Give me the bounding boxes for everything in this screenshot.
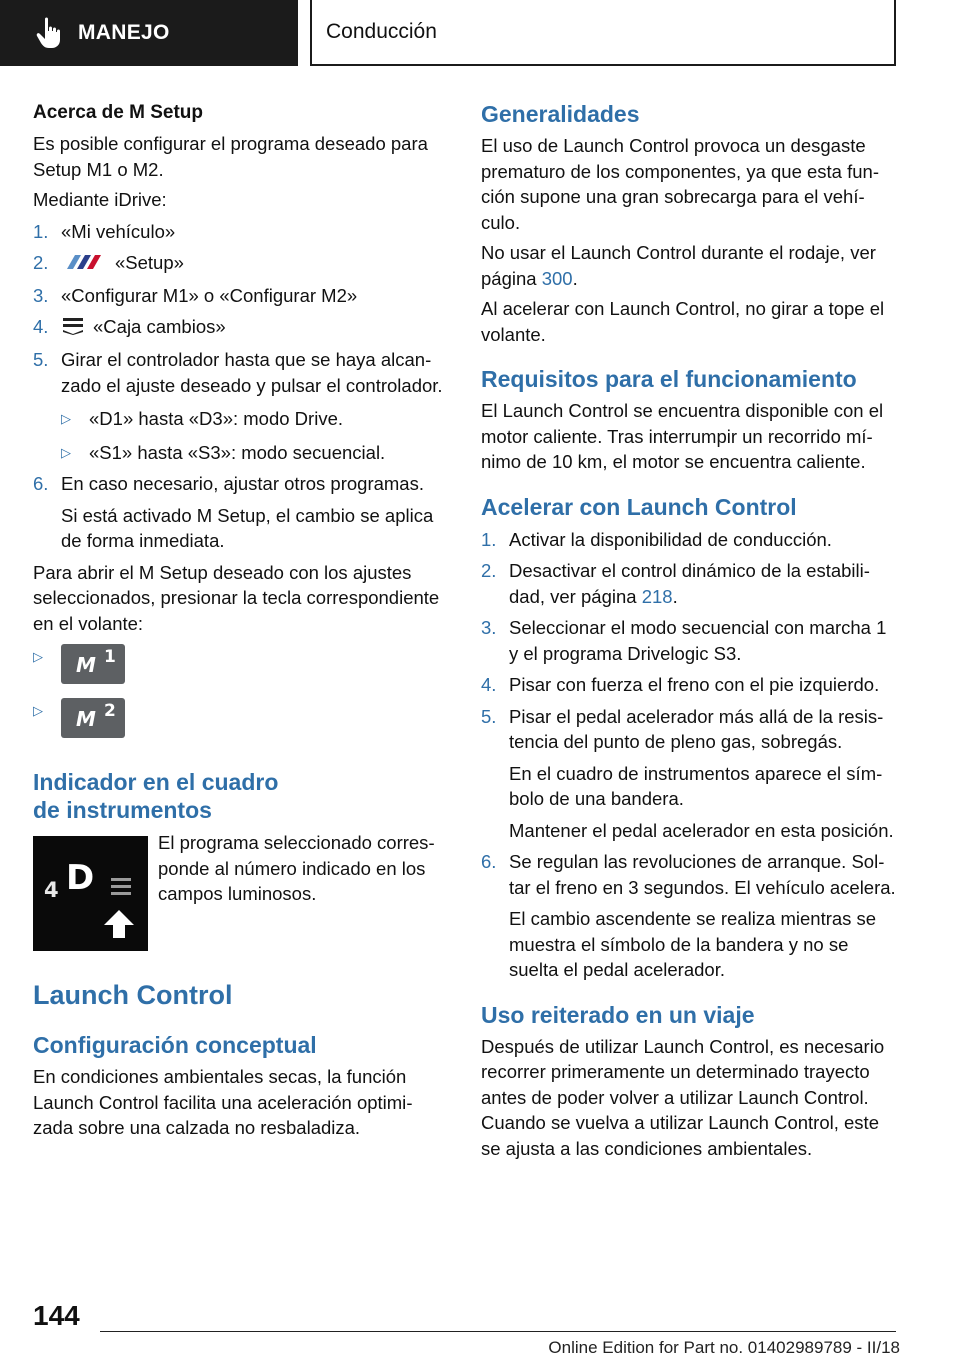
idrive-steps [33,219,445,554]
requirements-text: El Launch Control se encuentra disponible con el motor caliente. Tras interrumpir un recorrido mínimo de 10 km, el motor se encuentra caliente. [481,400,884,472]
page-link-218[interactable]: 218 [641,585,673,607]
concept-heading: Configuración conceptual [33,1032,317,1059]
step-number: 1. [481,528,497,550]
reuse-text: Después de utilizar Launch Control, es necesario recorrer primeramente un determinado trayecto antes de poder volver a utilizar Launch Control. Cuando se vuelva a utilizar Launch Control, este se ajusta a las condiciones ambientales. [481,1035,885,1159]
list-item [33,314,445,341]
cluster-mode-letter: D [66,858,95,899]
step-number: 2. [481,560,497,581]
step-text: Pisar el pedal acelerador más allá de la resistencia del punto de pleno gas, sobregás. [509,705,884,752]
page-header [0,0,960,66]
edition-note: Online Edition for Part no. 01402989789 - II/18 [548,1338,900,1357]
sub-bullet-text: «S1» hasta «S3»: modo secuencial. [89,441,386,463]
list-item [481,704,897,844]
triangle-bullet-icon: ▷ [61,411,71,427]
accelerate-heading: Acelerar con Launch Control [481,493,797,520]
right-column [481,100,897,1161]
step-text [61,471,445,554]
program-bars-icon [111,876,133,905]
step-number: 5. [481,705,497,727]
m2-button-icon [61,698,125,738]
about-paragraph: Es posible configurar el programa deseado para Setup M1 o M2. [33,133,428,180]
indicator-heading: Indicador en el cuadro de instrumentos [33,769,279,824]
page-link-300[interactable]: 300 [541,267,573,289]
triangle-bullet-icon: ▷ [33,649,43,665]
period: . [572,267,578,289]
m1-button-icon [61,644,125,684]
general-paragraph-2-text: No usar el Launch Control durante el rodaje, ver página [481,242,876,289]
step-content [509,558,897,609]
list-item [33,250,445,277]
sub-bullet [61,440,445,466]
step-text-body: Girar el controlador hasta que se haya alcanzado el ajuste deseado y pulsar el controlador. [61,349,443,396]
step-text: «Setup» [115,252,184,273]
step-number: 1. [33,220,49,242]
step-note: Si está activado M Setup, el cambio se aplica de forma inmediata. [61,504,434,552]
step-text: Desactivar el control dinámico de la estabilidad, ver página [509,560,870,607]
about-m-setup-heading: Acerca de M Setup [33,102,203,123]
triangle-bullet-icon: ▷ [61,444,71,460]
period: . [672,585,678,607]
gearbox-icon [61,316,85,342]
step-content [61,250,445,277]
general-paragraph-3: Al acelerar con Launch Control, no girar a tope el volante. [481,298,885,345]
step-note: El cambio ascendente se realiza mientras se muestra el símbolo de la bandera y no se suelta el pedal acelerador. [509,908,877,980]
list-item [481,672,897,698]
launch-control-heading: Launch Control [33,980,233,1011]
left-column [33,100,445,1141]
list-item [33,471,445,554]
general-heading: Generalidades [481,101,640,127]
step-number: 3. [33,284,49,306]
step-text: Activar la disponibilidad de conducción. [509,528,832,550]
step-text: Se regulan las revoluciones de arranque. Soltar el freno en 3 segundos. El vehículo acelera. [509,851,896,898]
m2-button-item [33,698,445,738]
instrument-cluster-image [33,836,148,951]
hand-pointer-icon [30,13,70,53]
step-number: 6. [481,851,497,872]
triangle-bullet-icon: ▷ [33,703,43,719]
step-text: Pisar con fuerza el freno con el pie izquierdo. [509,674,880,695]
reuse-heading: Uso reiterado en un viaje [481,1001,755,1028]
m2-letter: M [76,707,96,732]
list-item [33,283,445,309]
list-item [33,347,445,465]
step-text [61,347,445,465]
general-paragraph-1: El uso de Launch Control provoca un desgaste prematuro de los componentes, ya que esta función supone una gran sobrecarga para el vehículo. [481,135,879,233]
step-number: 5. [33,349,49,371]
concept-text: En condiciones ambientales secas, la función Launch Control facilita una aceleración optimizada sobre una calzada no resbaladiza. [33,1066,413,1139]
step-text: «Configurar M1» o «Configurar M2» [61,284,358,306]
chapter-tab [0,0,298,66]
step-text-body: En caso necesario, ajustar otros programas. [61,473,424,495]
sub-bullet-text: «D1» hasta «D3»: modo Drive. [89,408,343,430]
step-note: Mantener el pedal acelerador en esta posición. [509,819,894,841]
general-paragraph-2 [481,240,897,291]
indicator-block [33,830,445,951]
cluster-gear-number: 4 [44,878,59,903]
step-number: 3. [481,617,497,638]
step-text: «Caja cambios» [93,316,226,338]
footer-divider [100,1331,896,1332]
step-number: 4. [481,674,497,695]
chapter-title: MANEJO [78,21,170,44]
step-text: Seleccionar el modo secuencial con marcha 1 y el programa Drivelogic S3. [509,617,887,664]
step-number: 4. [33,316,49,338]
list-item [481,615,897,666]
step-content [509,704,897,844]
list-item [481,527,897,553]
step-content [61,314,445,341]
m1-number: 1 [104,647,116,668]
list-item [481,849,897,983]
m2-number: 2 [104,701,116,722]
upshift-arrow-icon [103,908,135,947]
m1-button-item [33,644,445,684]
accelerate-steps [481,527,897,983]
m1-letter: M [76,653,96,678]
section-tab [310,0,896,66]
section-title: Conducción [326,20,437,43]
indicator-text: El programa seleccionado corresponde al número indicado en los campos luminosos. [158,832,435,905]
open-setup-paragraph: Para abrir el M Setup deseado con los ajustes seleccionados, presionar la tecla correspondiente en el volante: [33,561,440,634]
step-note: En el cuadro de instrumentos aparece el símbolo de una bandera. [509,762,883,809]
requirements-heading: Requisitos para el funcionamiento [481,366,857,392]
list-item [33,219,445,245]
idrive-intro: Mediante iDrive: [33,189,167,210]
step-text: «Mi vehículo» [61,220,176,242]
m-stripes-icon [61,251,107,277]
sub-bullet [61,406,445,432]
list-item [481,558,897,609]
step-content [509,849,897,983]
page-number: 144 [33,1300,80,1331]
step-number: 2. [33,252,49,273]
step-number: 6. [33,473,49,495]
